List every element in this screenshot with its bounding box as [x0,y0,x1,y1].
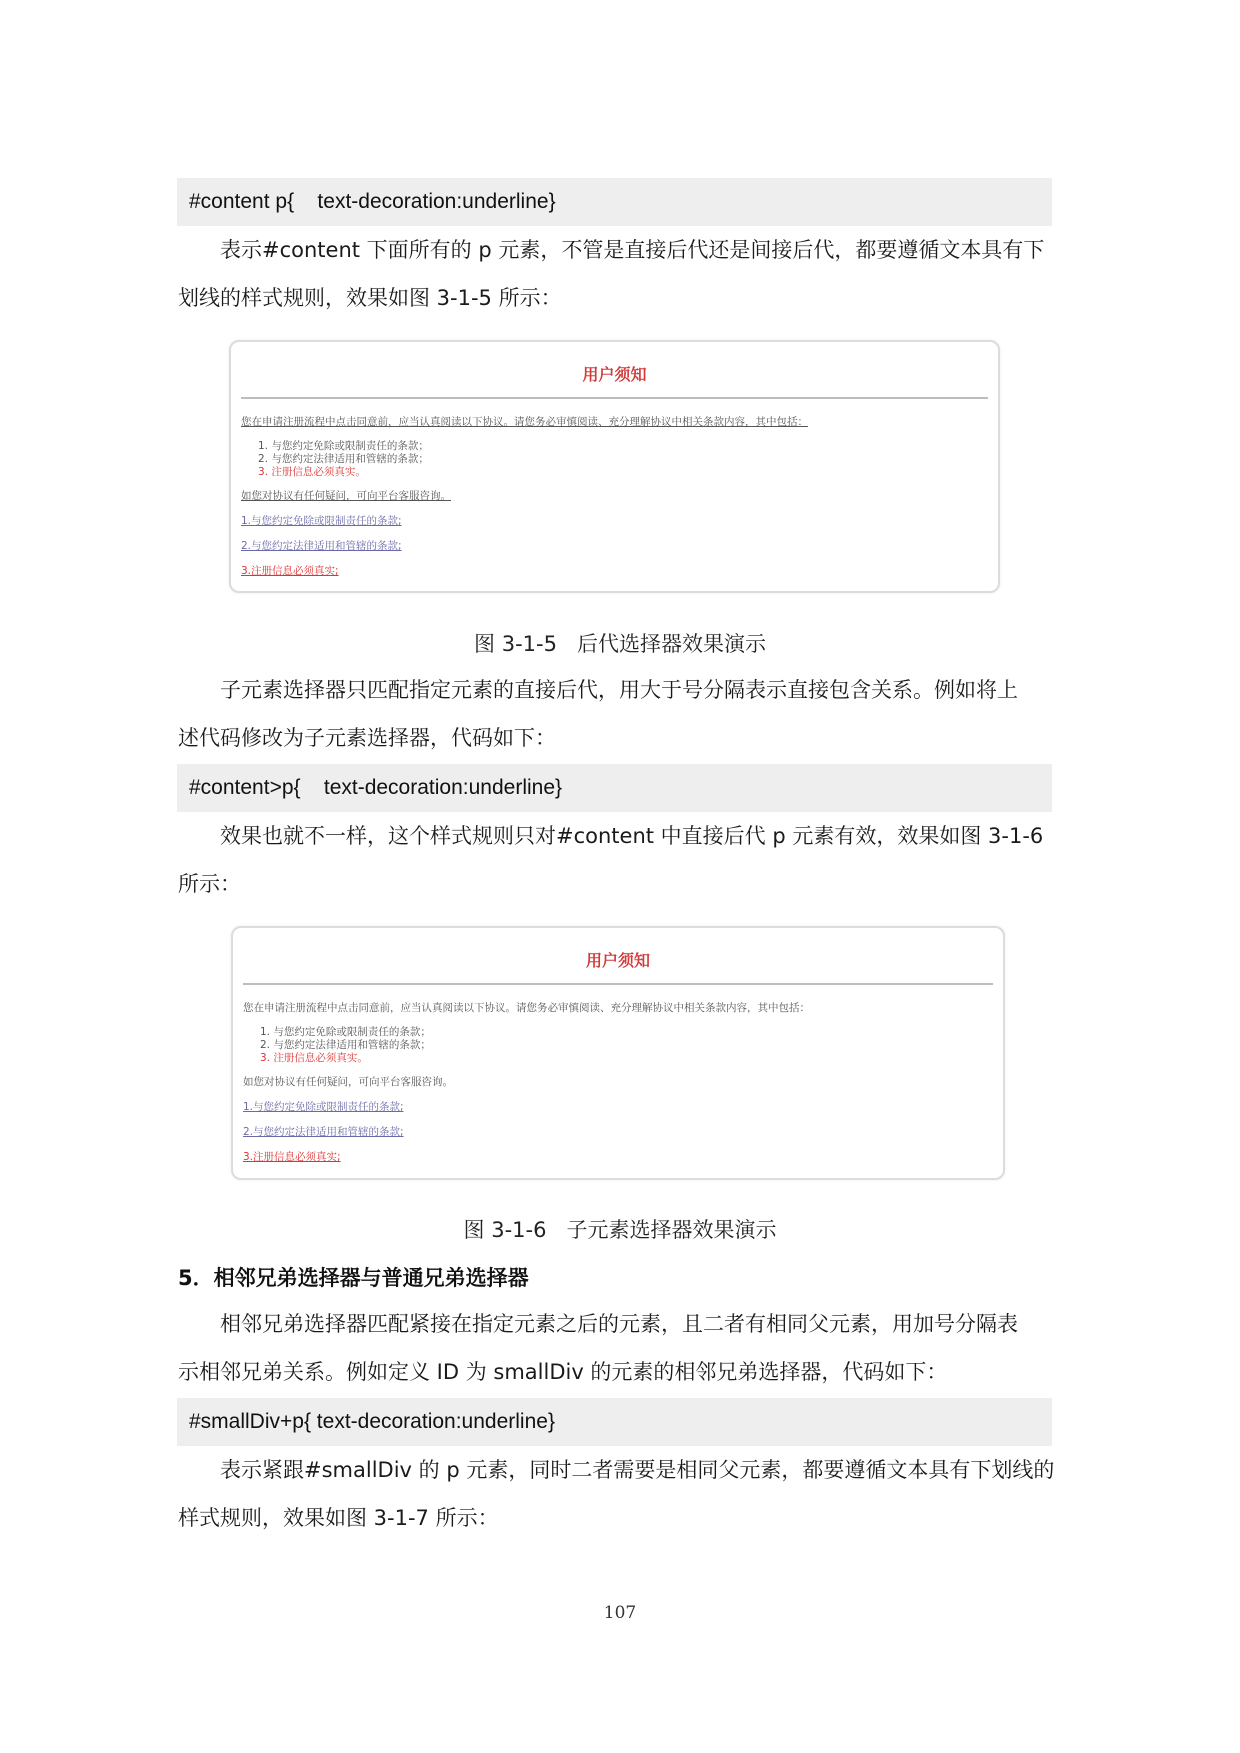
figure-child-demo [231,926,1005,1180]
figure-link[interactable]: 1.与您约定免除或限制责任的条款; [241,515,402,527]
page-number: 107 [603,1603,637,1623]
paragraph-line: 表示#content 下面所有的 p 元素，不管是直接后代还是间接后代，都要遵循文本具有下 [220,238,1045,262]
paragraph-line: 相邻兄弟选择器匹配紧接在指定元素之后的元素，且二者有相同父元素，用加号分隔表 [220,1312,1018,1336]
figure-link[interactable]: 1.与您约定免除或限制责任的条款; [243,1101,404,1113]
caption-text: 子元素选择器效果演示 [566,1218,777,1242]
figure-descendant-demo [229,340,1000,593]
figure-list-item: 1. 与您约定免除或限制责任的条款； [258,440,429,452]
paragraph-line: 所示： [178,872,241,896]
paragraph-line: 示相邻兄弟关系。例如定义 ID 为 smallDiv 的元素的相邻兄弟选择器，代码如下： [178,1360,948,1384]
figure-list-item: 2. 与您约定法律适用和管辖的条款； [260,1039,431,1051]
figure-link[interactable]: 3.注册信息必须真实; [241,565,339,577]
figure-list-item: 3. 注册信息必须真实。 [260,1052,368,1064]
code-block-adjacent-sibling: #smallDiv+p{ text-decoration:underline} [177,1398,1052,1446]
paragraph-line: 述代码修改为子元素选择器，代码如下： [178,726,556,750]
figure-list-item: 2. 与您约定法律适用和管辖的条款； [258,453,429,465]
paragraph-child-selector [178,666,1058,762]
figure-title: 用户须知 [582,365,647,384]
paragraph-line: 子元素选择器只匹配指定元素的直接后代，用大于号分隔表示直接包含关系。例如将上 [220,678,1018,702]
section-heading: 5．相邻兄弟选择器与普通兄弟选择器 [178,1266,529,1290]
figure-caption [0,1214,1240,1244]
paragraph-line: 样式规则，效果如图 3-1-7 所示： [178,1506,499,1530]
paragraph-adjacent-effect [178,1446,1058,1542]
figure-link[interactable]: 3.注册信息必须真实; [243,1151,341,1163]
paragraph-child-effect [178,812,1058,908]
caption-number: 图 3-1-6 [463,1218,547,1242]
figure-question: 如您对协议有任何疑问，可向平台客服咨询。 [243,1076,453,1088]
figure-link[interactable]: 2.与您约定法律适用和管辖的条款; [243,1126,404,1138]
figure-divider [243,983,993,985]
paragraph-line: 划线的样式规则，效果如图 3-1-5 所示： [178,286,562,310]
figure-link[interactable]: 2.与您约定法律适用和管辖的条款; [241,540,402,552]
paragraph-line: 表示紧跟#smallDiv 的 p 元素，同时二者需要是相同父元素，都要遵循文本具有下划线的 [220,1458,1055,1482]
figure-title: 用户须知 [585,951,650,970]
figure-question: 如您对协议有任何疑问，可向平台客服咨询。 [241,490,451,502]
caption-text: 后代选择器效果演示 [576,632,766,656]
figure-caption [0,628,1240,658]
figure-intro: 您在申请注册流程中点击同意前，应当认真阅读以下协议。请您务必审慎阅读、充分理解协议中相关条款内容，其中包括： [241,416,808,428]
figure-list-item: 3. 注册信息必须真实。 [258,466,366,478]
caption-number: 图 3-1-5 [474,632,557,656]
code-block-descendant: #content p{ text-decoration:underline} [177,178,1052,226]
paragraph-descendant-explanation [178,226,1058,322]
code-block-child: #content>p{ text-decoration:underline} [177,764,1052,812]
paragraph-line: 效果也就不一样，这个样式规则只对#content 中直接后代 p 元素有效，效果如图 3-1-6 [220,824,1044,848]
figure-intro: 您在申请注册流程中点击同意前，应当认真阅读以下协议。请您务必审慎阅读、充分理解协议中相关条款内容，其中包括： [243,1002,810,1014]
figure-divider [241,397,988,399]
figure-list-item: 1. 与您约定免除或限制责任的条款； [260,1026,431,1038]
paragraph-adjacent-sibling [178,1300,1058,1396]
